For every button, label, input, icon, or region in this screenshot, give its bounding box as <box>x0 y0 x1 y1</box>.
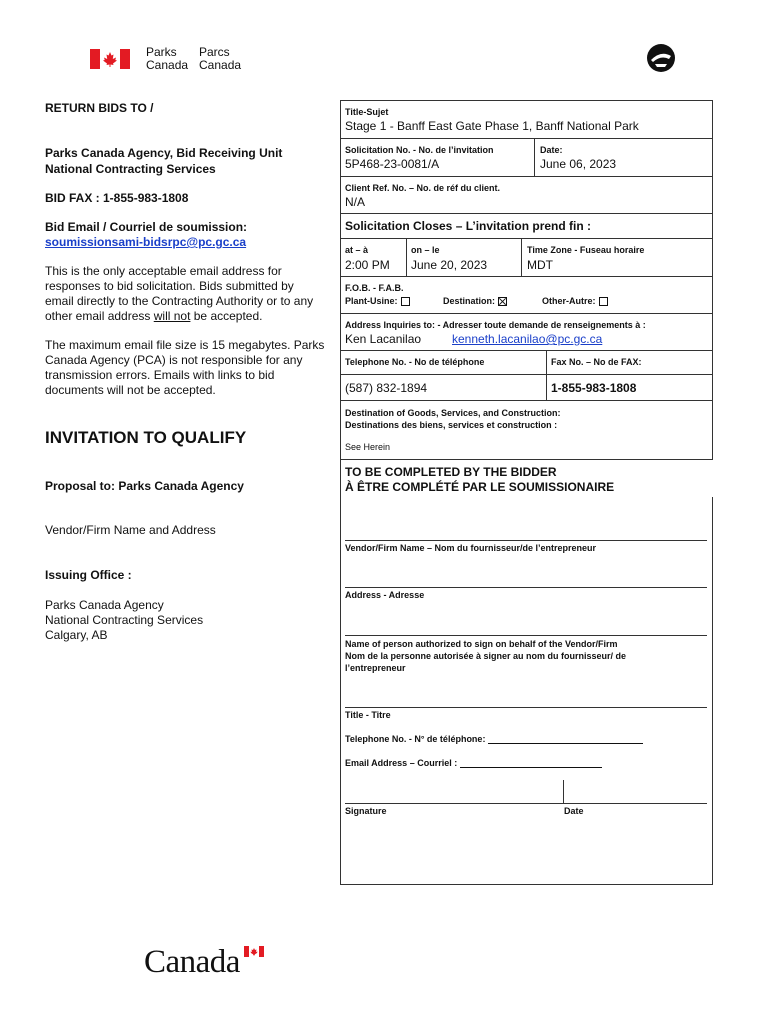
vendor-address-label: Vendor/Firm Name and Address <box>45 523 216 537</box>
solicitation-label: Solicitation No. - No. de l’invitation <box>345 145 494 155</box>
agency-name: Parks Canada Agency, Bid Receiving Unit <box>45 146 283 160</box>
proposal-to: Proposal to: Parks Canada Agency <box>45 479 244 493</box>
phone-label: Telephone No. - No de téléphone <box>345 357 485 367</box>
plant-checkbox[interactable] <box>401 297 410 306</box>
destination-goods-label-fr: Destinations des biens, services et construction : <box>345 420 558 430</box>
authorized-label-en: Name of person authorized to sign on behalf of the Vendor/Firm <box>345 639 618 649</box>
policy-text: other email address <box>45 309 154 323</box>
bid-email-label: Bid Email / Courriel de soumission: <box>45 220 248 234</box>
brand-en-line1: Parks <box>146 45 177 59</box>
email-policy-paragraph <box>45 264 345 324</box>
policy-text: be accepted. <box>190 309 263 323</box>
brand-fr-line1: Parcs <box>199 45 230 59</box>
inquiries-label: Address Inquiries to: - Adresser toute demande de renseignements à : <box>345 320 646 330</box>
brand-fr-line2: Canada <box>199 58 242 72</box>
title-line[interactable] <box>345 707 707 708</box>
timezone-label: Time Zone - Fuseau horaire <box>527 245 645 255</box>
vendor-name-label: Vendor/Firm Name – Nom du fournisseur/de l’entrepreneur <box>345 543 597 553</box>
bidder-email-field <box>345 758 602 768</box>
timezone-value: MDT <box>527 258 553 272</box>
fax-label: Fax No. – No de FAX: <box>551 357 642 367</box>
policy-emphasis: will not <box>153 309 191 323</box>
issuing-office-line: Calgary, AB <box>45 628 108 642</box>
title-value: Stage 1 - Banff East Gate Phase 1, Banff National Park <box>345 119 639 133</box>
policy-line: This is the only acceptable email address for <box>45 264 282 278</box>
canada-wordmark-text: Canada <box>144 944 240 980</box>
closing-time: 2:00 PM <box>345 258 390 272</box>
other-checkbox[interactable] <box>599 297 608 306</box>
issuing-office-label: Issuing Office : <box>45 568 132 582</box>
issuing-office-line: National Contracting Services <box>45 613 204 627</box>
client-ref-value: N/A <box>345 195 366 209</box>
destination-goods-label-en: Destination of Goods, Services, and Construction: <box>345 408 561 418</box>
destination-label: Destination: <box>443 296 496 306</box>
file-size-line: documents will not be accepted. <box>45 383 216 397</box>
beaver-emblem-icon <box>645 42 677 74</box>
plant-label: Plant-Usine: <box>345 296 398 306</box>
signature-date-line[interactable] <box>345 803 707 804</box>
authorized-name-line[interactable] <box>345 635 707 636</box>
destination-goods-value: See Herein <box>345 442 391 452</box>
date-label: Date: <box>540 145 563 155</box>
file-size-paragraph <box>45 338 345 398</box>
authorized-label-fr: Nom de la personne autorisée à signer au nom du fournisseur/ de <box>345 651 627 661</box>
signature-label: Signature <box>345 806 387 816</box>
title-label: Title-Sujet <box>345 107 389 117</box>
bid-fax: BID FAX : 1-855-983-1808 <box>45 191 189 205</box>
canada-wordmark <box>144 944 266 984</box>
canada-flag-icon <box>90 49 130 69</box>
file-size-line: transmission errors. Emails with links to bid <box>45 368 275 382</box>
bidder-title-label: Title - Titre <box>345 710 391 720</box>
parks-canada-logo <box>90 46 250 74</box>
solicitation-closes-label: Solicitation Closes – L’invitation prend fin : <box>345 219 592 233</box>
agency-unit: National Contracting Services <box>45 162 216 176</box>
bidder-email-label: Email Address – Courriel : <box>345 758 458 768</box>
phone-value: (587) 832-1894 <box>345 381 428 395</box>
date-value: June 06, 2023 <box>540 157 617 171</box>
invitation-heading: INVITATION TO QUALIFY <box>45 428 247 447</box>
contact-email-link[interactable]: kenneth.lacanilao@pc.gc.ca <box>452 332 603 346</box>
other-label: Other-Autre: <box>542 296 596 306</box>
brand-en-line2: Canada <box>146 58 189 72</box>
fob-other <box>542 296 608 306</box>
policy-line: responses to bid solicitation. Bids submitted by <box>45 279 294 293</box>
fob-plant <box>345 296 410 306</box>
destination-checkbox-checked[interactable] <box>498 297 507 306</box>
address-line[interactable] <box>345 587 707 588</box>
closing-date: June 20, 2023 <box>411 258 488 272</box>
bidder-phone-field <box>345 734 643 744</box>
vendor-name-line[interactable] <box>345 540 707 541</box>
policy-line: email directly to the Contracting Authority or to any <box>45 294 314 308</box>
authorized-label-fr2: l’entrepreneur <box>345 663 406 673</box>
address-label: Address - Adresse <box>345 590 425 600</box>
bidder-heading-fr: À ÊTRE COMPLÉTÉ PAR LE SOUMISSIONAIRE <box>345 480 615 494</box>
fob-destination <box>443 296 507 306</box>
wordmark-flag-icon <box>244 946 264 957</box>
signature-date-label: Date <box>564 806 584 816</box>
client-ref-label: Client Ref. No. – No. de réf du client. <box>345 183 501 193</box>
fax-value: 1-855-983-1808 <box>551 381 637 395</box>
on-label: on – le <box>411 245 440 255</box>
bid-email-link[interactable]: soumissionsami-bidsrpc@pc.gc.ca <box>45 235 247 249</box>
bidder-heading-en: TO BE COMPLETED BY THE BIDDER <box>345 465 557 479</box>
fob-label: F.O.B. - F.A.B. <box>345 283 404 293</box>
bidder-phone-input-line[interactable] <box>488 734 643 744</box>
file-size-line: Canada Agency (PCA) is not responsible for any <box>45 353 303 367</box>
bidder-section-box <box>340 497 713 885</box>
policy-line <box>45 309 345 324</box>
return-bids-label: RETURN BIDS TO / <box>45 101 154 115</box>
at-label: at – à <box>345 245 369 255</box>
file-size-line: The maximum email file size is 15 megabytes. Parks <box>45 338 325 352</box>
bidder-phone-label: Telephone No. - N° de téléphone: <box>345 734 486 744</box>
bidder-email-input-line[interactable] <box>460 758 602 768</box>
issuing-office-line: Parks Canada Agency <box>45 598 164 612</box>
solicitation-number: 5P468-23-0081/A <box>345 157 440 171</box>
contact-name: Ken Lacanilao <box>345 332 422 346</box>
